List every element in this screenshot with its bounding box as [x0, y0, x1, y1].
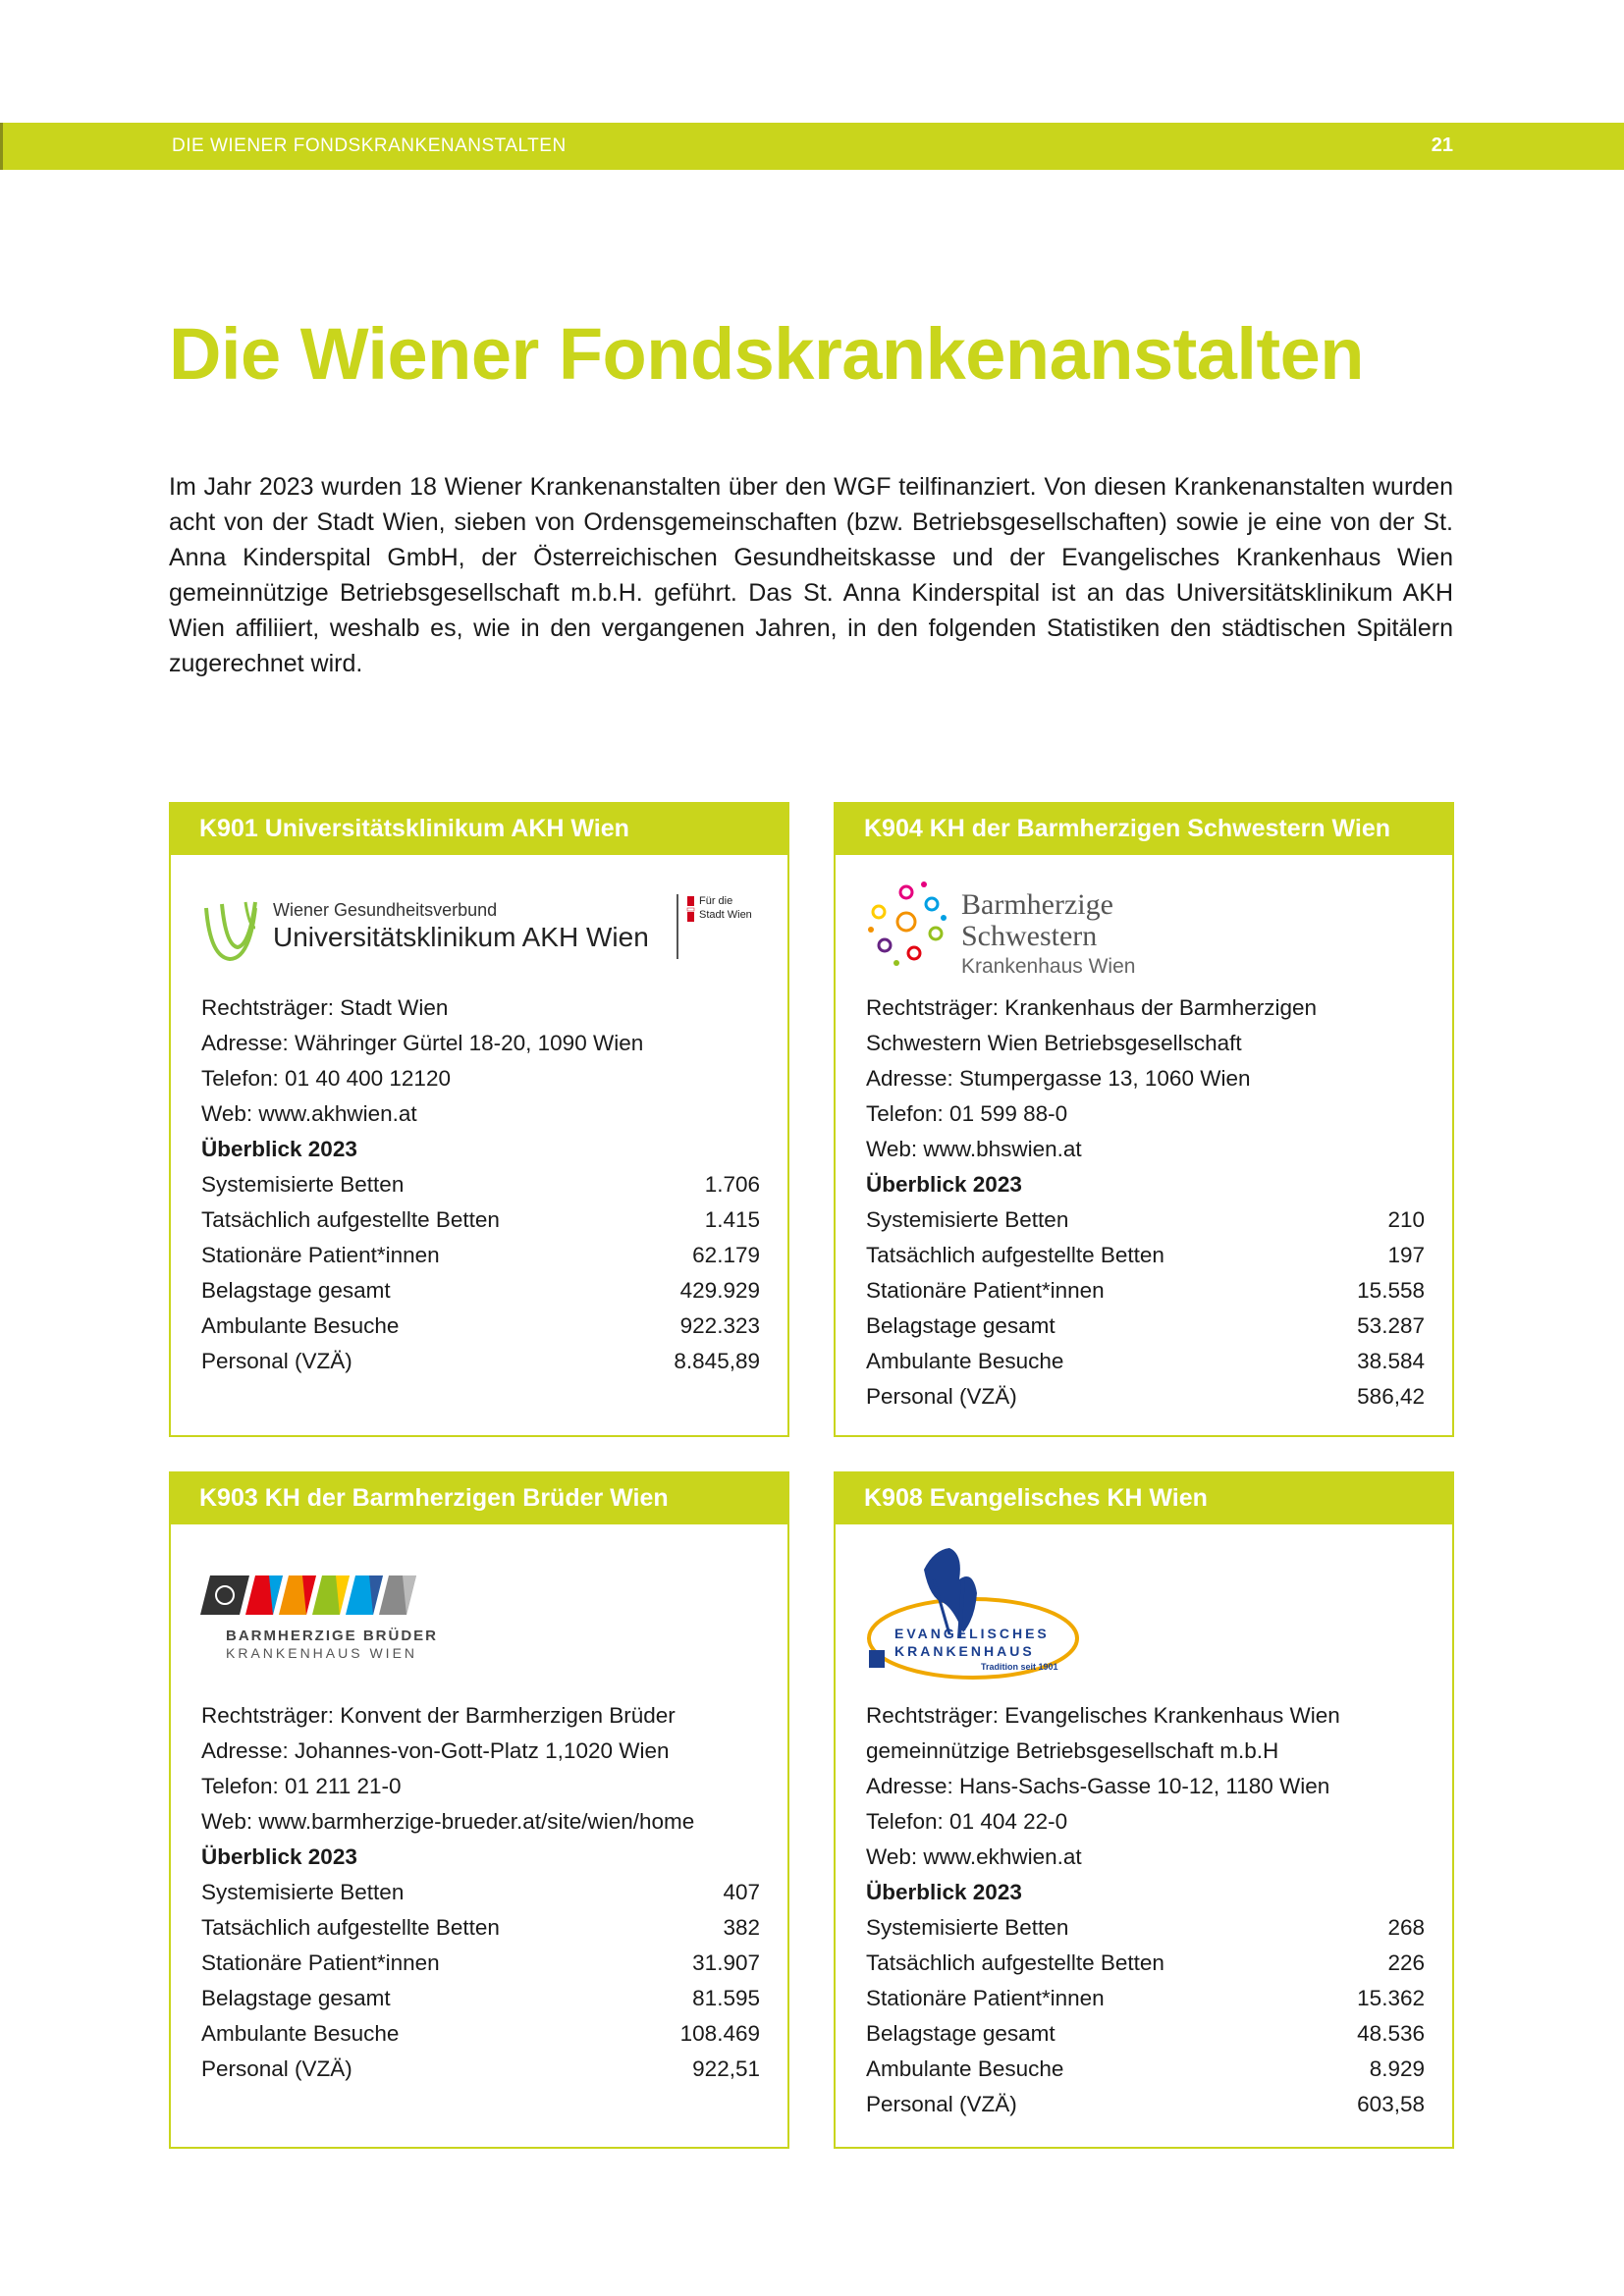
stat-value: 407	[723, 1880, 760, 1904]
stat-label: Personal (VZÄ)	[201, 2056, 352, 2081]
hospital-info	[866, 1698, 1425, 2122]
info-line: Telefon: 01 404 22-0	[866, 1809, 1068, 1834]
page-number: 21	[1431, 134, 1453, 156]
stat-value: 53.287	[1357, 1313, 1425, 1338]
stat-value: 268	[1387, 1915, 1425, 1940]
hospital-card-k903	[169, 1471, 789, 2149]
stat-label: Tatsächlich aufgestellte Betten	[866, 1243, 1164, 1267]
info-line: Adresse: Johannes-von-Gott-Platz 1,1020 Wien	[201, 1738, 670, 1763]
info-line: Rechtsträger: Krankenhaus der Barmherzigen	[866, 995, 1317, 1020]
stat-row	[866, 1238, 1425, 1273]
stat-label: Ambulante Besuche	[866, 2056, 1064, 2081]
stat-row	[866, 1202, 1425, 1238]
stat-label: Systemisierte Betten	[866, 1915, 1069, 1940]
stat-value: 922.323	[679, 1313, 760, 1338]
stat-value: 8.929	[1369, 2056, 1425, 2081]
stat-label: Tatsächlich aufgestellte Betten	[866, 1950, 1164, 1975]
stat-value: 8.845,89	[674, 1349, 760, 1373]
akh-logo	[200, 888, 780, 967]
barmherzige-brueder-logo	[200, 1575, 495, 1674]
hospital-card-k901	[169, 802, 789, 1437]
stat-value: 382	[723, 1915, 760, 1940]
logo-line2: KRANKENHAUS	[894, 1643, 1035, 1659]
logo-badge-line2: Stadt Wien	[699, 909, 752, 921]
stat-row	[866, 1308, 1425, 1344]
evangelisches-kh-logo	[865, 1540, 1091, 1683]
hospital-info	[866, 990, 1425, 1415]
hospital-card-k908	[834, 1471, 1454, 2149]
stat-label: Belagstage gesamt	[201, 1278, 391, 1303]
stat-label: Belagstage gesamt	[866, 2021, 1056, 2046]
stat-row	[201, 1875, 760, 1910]
info-line: Web: www.bhswien.at	[866, 1137, 1082, 1161]
info-line: Rechtsträger: Konvent der Barmherzigen Brüder	[201, 1703, 676, 1728]
card-heading: K901 Universitätsklinikum AKH Wien	[169, 802, 789, 855]
info-line: Telefon: 01 211 21-0	[201, 1774, 402, 1798]
barmherzige-schwestern-logo	[863, 875, 1158, 983]
info-line: Rechtsträger: Evangelisches Krankenhaus Wien	[866, 1703, 1340, 1728]
info-line: Rechtsträger: Stadt Wien	[201, 995, 449, 1020]
stat-label: Systemisierte Betten	[866, 1207, 1069, 1232]
stat-value: 226	[1387, 1950, 1425, 1975]
stat-value: 108.469	[679, 2021, 760, 2046]
card-heading: K908 Evangelisches KH Wien	[834, 1471, 1454, 1524]
stat-value: 603,58	[1357, 2092, 1425, 2116]
stat-value: 1.706	[704, 1172, 760, 1197]
page-title: Die Wiener Fondskrankenanstalten	[169, 313, 1364, 395]
stat-row	[201, 2016, 760, 2052]
stat-value: 15.362	[1357, 1986, 1425, 2010]
stat-label: Stationäre Patient*innen	[201, 1243, 440, 1267]
stat-label: Personal (VZÄ)	[866, 1384, 1017, 1409]
stat-value: 81.595	[692, 1986, 760, 2010]
stat-label: Systemisierte Betten	[201, 1880, 405, 1904]
overview-label: Überblick 2023	[866, 1880, 1022, 1904]
logo-line1: BARMHERZIGE BRÜDER	[226, 1628, 438, 1644]
stat-label: Ambulante Besuche	[201, 1313, 400, 1338]
stat-label: Belagstage gesamt	[866, 1313, 1056, 1338]
logo-line2: Schwestern	[961, 920, 1098, 952]
card-heading: K904 KH der Barmherzigen Schwestern Wien	[834, 802, 1454, 855]
stat-row	[201, 1910, 760, 1946]
stat-row	[201, 1167, 760, 1202]
stat-label: Stationäre Patient*innen	[866, 1986, 1105, 2010]
logo-line2: Universitätsklinikum AKH Wien	[273, 922, 649, 952]
stat-label: Personal (VZÄ)	[201, 1349, 352, 1373]
stat-row	[201, 1344, 760, 1379]
header-band	[0, 123, 1624, 170]
stat-row	[201, 1202, 760, 1238]
stat-label: Stationäre Patient*innen	[201, 1950, 440, 1975]
stat-value: 62.179	[692, 1243, 760, 1267]
stat-row	[866, 1981, 1425, 2016]
stat-row	[201, 1238, 760, 1273]
stat-row	[866, 1273, 1425, 1308]
stat-value: 922,51	[692, 2056, 760, 2081]
stat-label: Stationäre Patient*innen	[866, 1278, 1105, 1303]
overview-label: Überblick 2023	[201, 1137, 357, 1161]
stat-label: Tatsächlich aufgestellte Betten	[201, 1207, 500, 1232]
overview-label: Überblick 2023	[201, 1844, 357, 1869]
stat-row	[866, 2016, 1425, 2052]
stat-value: 210	[1387, 1207, 1425, 1232]
logo-line1: Wiener Gesundheitsverbund	[273, 900, 498, 920]
info-line: Schwestern Wien Betriebsgesellschaft	[866, 1031, 1242, 1055]
stat-value: 38.584	[1357, 1349, 1425, 1373]
stat-value: 31.907	[692, 1950, 760, 1975]
logo-badge-line1: Für die	[699, 895, 733, 907]
hospital-info	[201, 1698, 760, 2087]
logo-line3: Tradition seit 1901	[981, 1662, 1058, 1672]
info-line: Adresse: Stumpergasse 13, 1060 Wien	[866, 1066, 1251, 1091]
card-heading: K903 KH der Barmherzigen Brüder Wien	[169, 1471, 789, 1524]
logo-line3: Krankenhaus Wien	[961, 955, 1136, 978]
hospital-card-k904	[834, 802, 1454, 1437]
info-line: Adresse: Währinger Gürtel 18-20, 1090 Wien	[201, 1031, 644, 1055]
stat-label: Systemisierte Betten	[201, 1172, 405, 1197]
stat-row	[201, 2052, 760, 2087]
stat-row	[201, 1981, 760, 2016]
stat-value: 1.415	[704, 1207, 760, 1232]
logo-line2: KRANKENHAUS WIEN	[226, 1645, 418, 1661]
stat-row	[201, 1946, 760, 1981]
akh-logo-icon	[200, 888, 780, 967]
info-line: Web: www.barmherzige-brueder.at/site/wien/home	[201, 1809, 695, 1834]
info-line: Web: www.akhwien.at	[201, 1101, 417, 1126]
stat-value: 429.929	[679, 1278, 760, 1303]
hospital-info	[201, 990, 760, 1379]
header-section-title: DIE WIENER FONDSKRANKENANSTALTEN	[172, 135, 567, 156]
stat-row	[201, 1273, 760, 1308]
info-line: Web: www.ekhwien.at	[866, 1844, 1082, 1869]
stat-row	[866, 2052, 1425, 2087]
overview-label: Überblick 2023	[866, 1172, 1022, 1197]
stat-row	[866, 2087, 1425, 2122]
stat-label: Ambulante Besuche	[866, 1349, 1064, 1373]
stat-value: 197	[1387, 1243, 1425, 1267]
pomegranate-emblem-icon	[200, 1575, 495, 1674]
stat-row	[866, 1344, 1425, 1379]
stat-label: Tatsächlich aufgestellte Betten	[201, 1915, 500, 1940]
stat-label: Belagstage gesamt	[201, 1986, 391, 2010]
evangelical-emblem-icon	[865, 1540, 1091, 1683]
stat-label: Personal (VZÄ)	[866, 2092, 1017, 2116]
stat-label: Ambulante Besuche	[201, 2021, 400, 2046]
stat-row	[866, 1379, 1425, 1415]
logo-line1: Barmherzige	[961, 888, 1113, 921]
stat-value: 48.536	[1357, 2021, 1425, 2046]
stat-value: 586,42	[1357, 1384, 1425, 1409]
info-line: gemeinnützige Betriebsgesellschaft m.b.H	[866, 1738, 1279, 1763]
colorful-flower-icon	[863, 875, 1158, 983]
stat-value: 15.558	[1357, 1278, 1425, 1303]
info-line: Adresse: Hans-Sachs-Gasse 10-12, 1180 Wien	[866, 1774, 1330, 1798]
stat-row	[866, 1910, 1425, 1946]
stat-row	[201, 1308, 760, 1344]
stat-row	[866, 1946, 1425, 1981]
intro-paragraph: Im Jahr 2023 wurden 18 Wiener Krankenanstalten über den WGF teilfinanziert. Von diesen Krankenanstalten wurden acht von der Stadt Wien, sieben von Ordensgemeinschaften (bzw. Betriebsgesellschaften) sowie je eine von der St. Anna Kinderspital GmbH, der Österreichischen Gesundheitskasse und der Evangelisches Krankenhaus Wien gemeinnützige Betriebsgesellschaft m.b.H. geführt. Das St. Anna Kinderspital ist an das Universitätsklinikum AKH Wien affiliiert, weshalb es, wie in den vergangenen Jahren, in den folgenden Statistiken den städtischen Spitälern zugerechnet wird.	[169, 473, 1453, 677]
info-line: Telefon: 01 40 400 12120	[201, 1066, 451, 1091]
logo-line1: EVANGELISCHES	[894, 1626, 1050, 1641]
info-line: Telefon: 01 599 88-0	[866, 1101, 1068, 1126]
